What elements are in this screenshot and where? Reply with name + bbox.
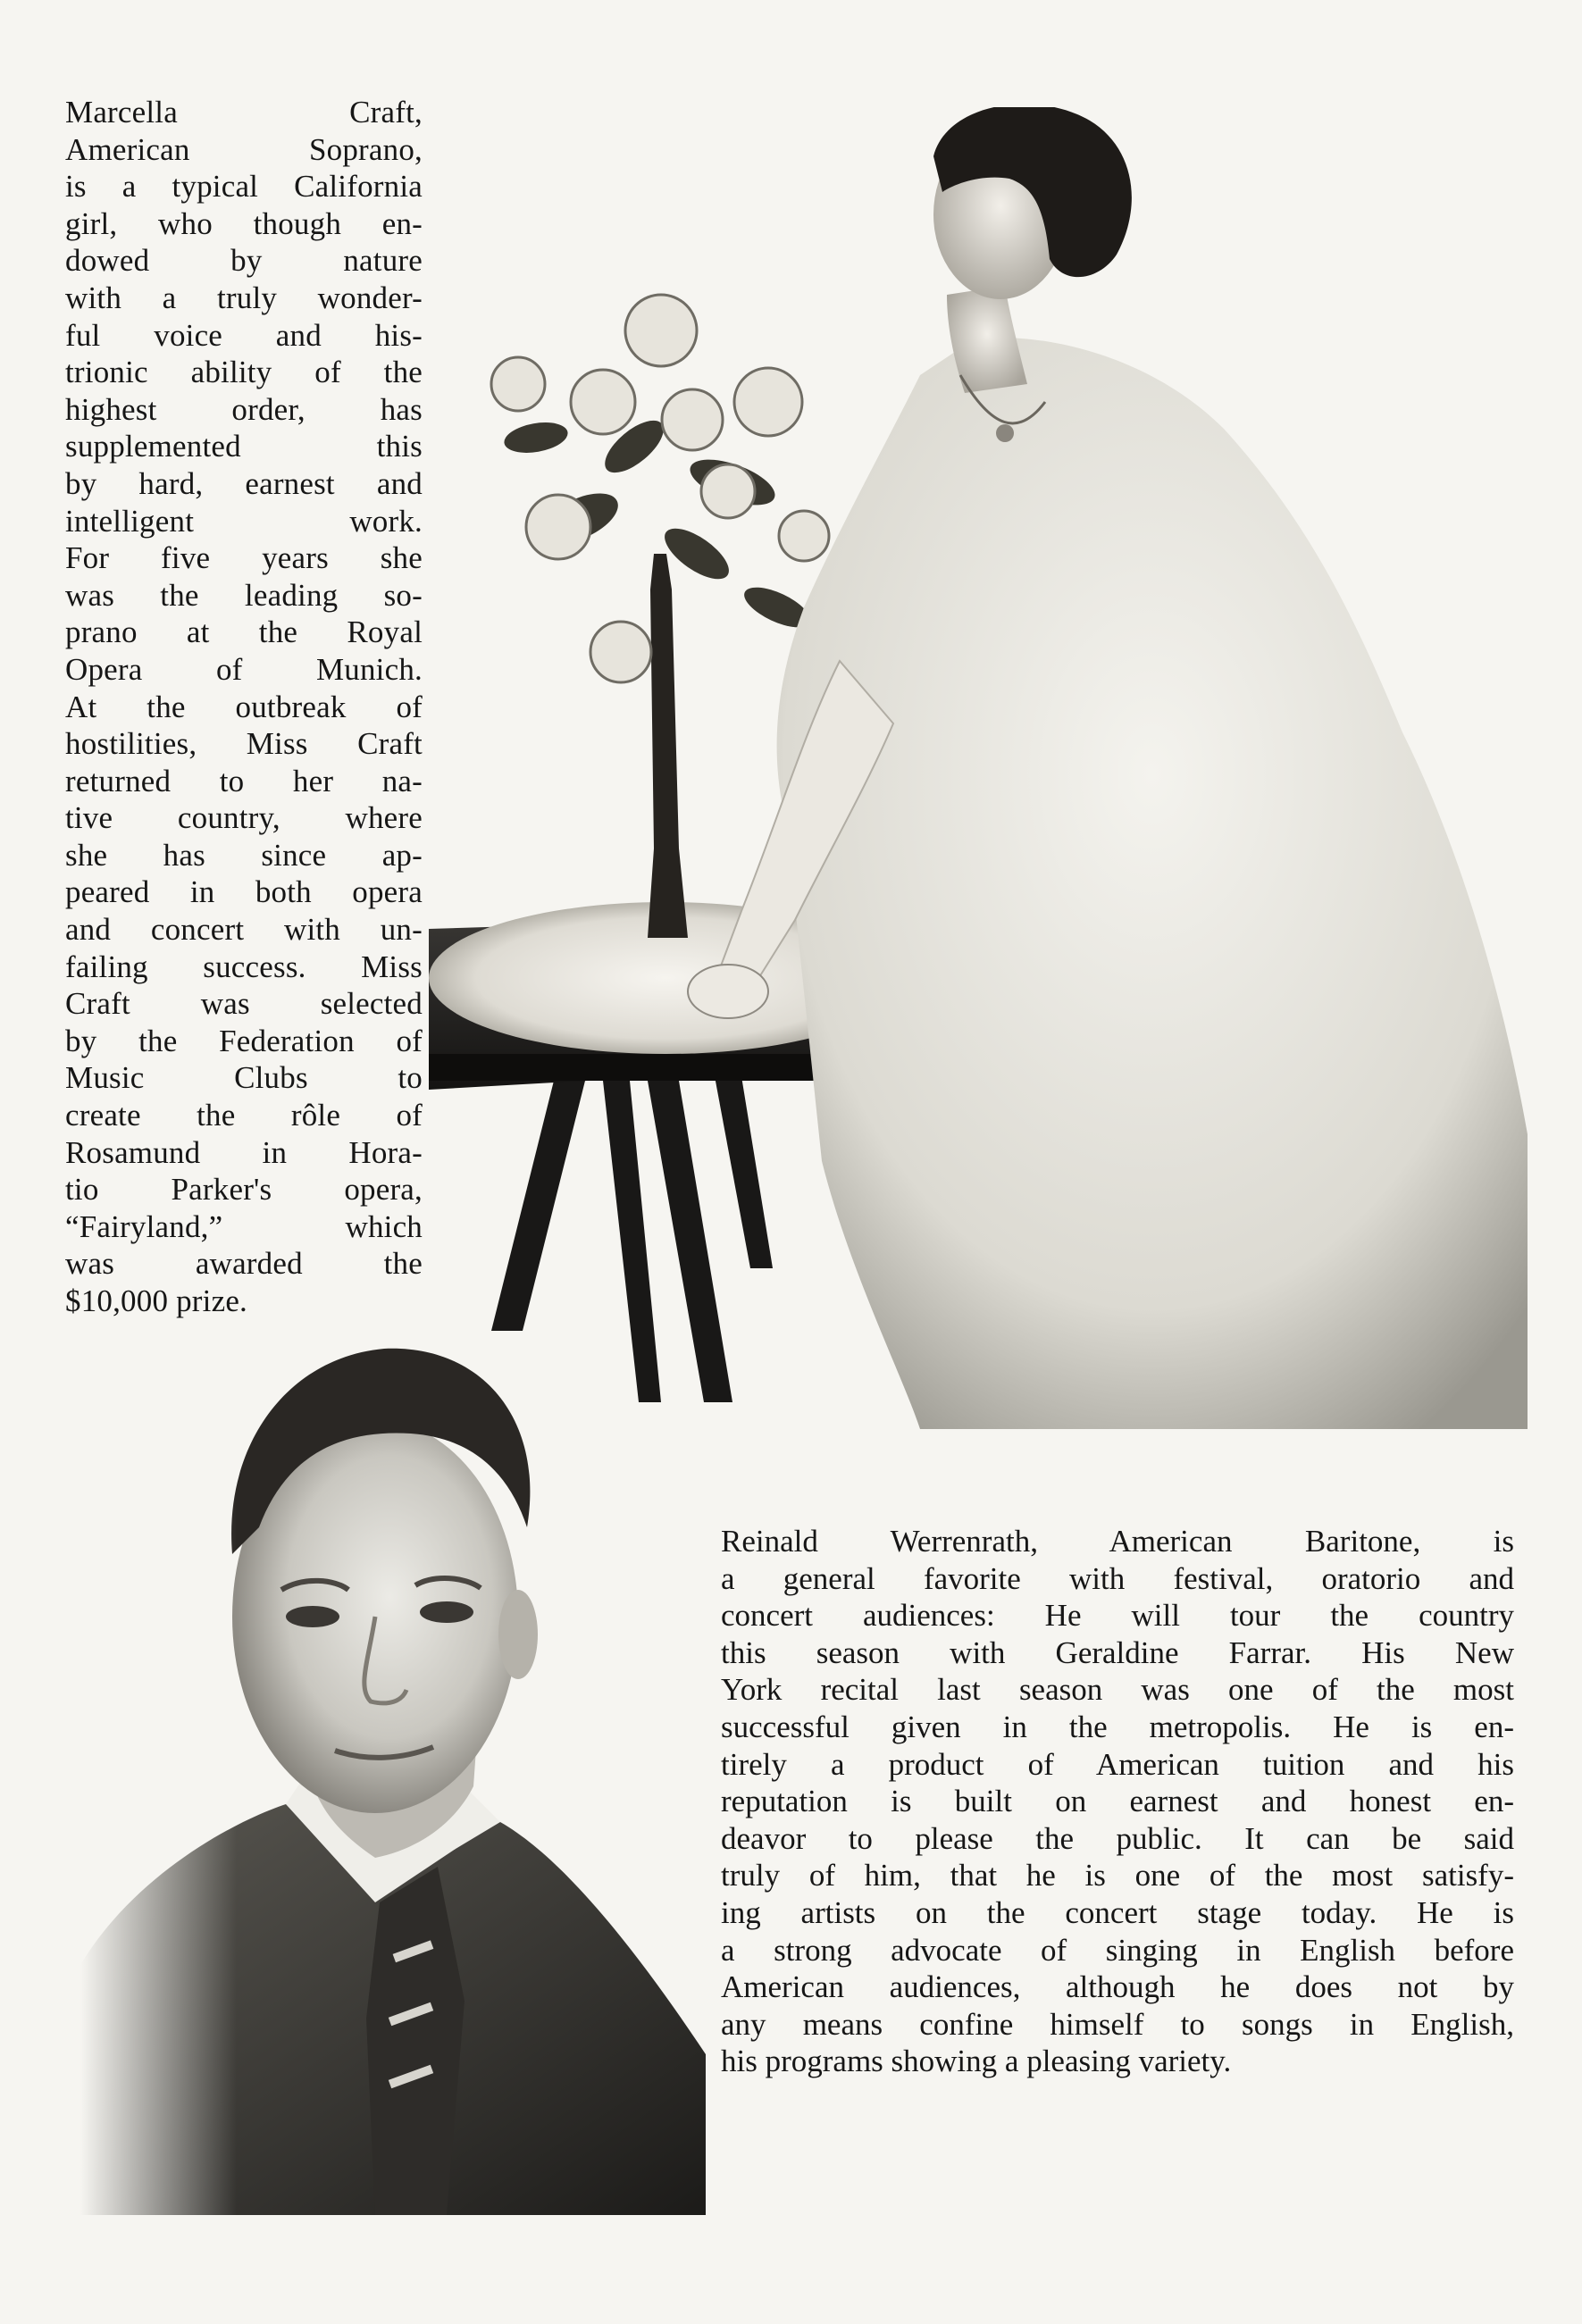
- gown: [777, 338, 1528, 1429]
- text-line: dowed by nature: [65, 243, 423, 279]
- marcella-craft-bio: [65, 94, 423, 1320]
- text-line: hostilities, Miss Craft: [65, 726, 423, 762]
- text-line: any means confine himself to songs in English,: [721, 2006, 1514, 2042]
- text-line: truly of him, that he is one of the most satisfy-: [721, 1858, 1514, 1893]
- text-line: American audiences, although he does not by: [721, 1969, 1514, 2005]
- text-line: and concert with un-: [65, 912, 423, 948]
- marcella-craft-photo: [420, 107, 1528, 1429]
- text-line: prano at the Royal: [65, 614, 423, 650]
- text-line: create the rôle of: [65, 1098, 423, 1133]
- text-line: peared in both opera: [65, 874, 423, 910]
- text-line: ing artists on the concert stage today. He is: [721, 1894, 1514, 1930]
- text-line: a general favorite with festival, oratorio and: [721, 1560, 1514, 1596]
- text-line: For five years she: [65, 540, 423, 576]
- text-line: successful given in the metropolis. He is en-: [721, 1709, 1514, 1744]
- text-line: Music Clubs to: [65, 1060, 423, 1096]
- text-line: highest order, has: [65, 391, 423, 427]
- text-line: Reinald Werrenrath, American Baritone, is: [721, 1524, 1514, 1559]
- text-line: tio Parker's opera,: [65, 1172, 423, 1208]
- text-line: intelligent work.: [65, 503, 423, 539]
- text-line: with a truly wonder-: [65, 280, 423, 315]
- text-line: was the leading so-: [65, 577, 423, 613]
- text-line: Craft was selected: [65, 986, 423, 1022]
- text-line: this season with Geraldine Farrar. His New: [721, 1634, 1514, 1670]
- text-line: American Soprano,: [65, 131, 423, 167]
- text-line: trionic ability of the: [65, 355, 423, 390]
- text-line: by hard, earnest and: [65, 465, 423, 501]
- text-line: his programs showing a pleasing variety.: [721, 2044, 1232, 2079]
- text-line: tive country, where: [65, 800, 423, 836]
- reinald-werrenrath-bio: [721, 1523, 1514, 2080]
- text-line: tirely a product of American tuition and his: [721, 1746, 1514, 1782]
- text-line: “Fairyland,” which: [65, 1208, 423, 1244]
- text-line: ful voice and his-: [65, 317, 423, 353]
- text-line: she has since ap-: [65, 837, 423, 873]
- hand: [688, 965, 768, 1018]
- text-line: reputation is built on earnest and honest en-: [721, 1784, 1514, 1819]
- reinald-werrenrath-photo: [80, 1322, 706, 2215]
- vase: [648, 554, 688, 938]
- text-line: Opera of Munich.: [65, 651, 423, 687]
- text-line: a strong advocate of singing in English before: [721, 1932, 1514, 1968]
- text-line: is a typical California: [65, 169, 423, 205]
- text-line: concert audiences: He will tour the country: [721, 1598, 1514, 1634]
- text-line: Marcella Craft,: [65, 95, 423, 130]
- text-line: York recital last season was one of the most: [721, 1672, 1514, 1708]
- text-line: by the Federation of: [65, 1023, 423, 1058]
- text-line: failing success. Miss: [65, 949, 423, 984]
- text-line: supplemented this: [65, 429, 423, 464]
- text-line: was awarded the: [65, 1246, 423, 1282]
- text-line: girl, who though en-: [65, 205, 423, 241]
- text-line: returned to her na-: [65, 763, 423, 798]
- text-line: Rosamund in Hora-: [65, 1134, 423, 1170]
- text-line: $10,000 prize.: [65, 1283, 247, 1318]
- text-line: deavor to please the public. It can be said: [721, 1820, 1514, 1856]
- text-line: At the outbreak of: [65, 689, 423, 724]
